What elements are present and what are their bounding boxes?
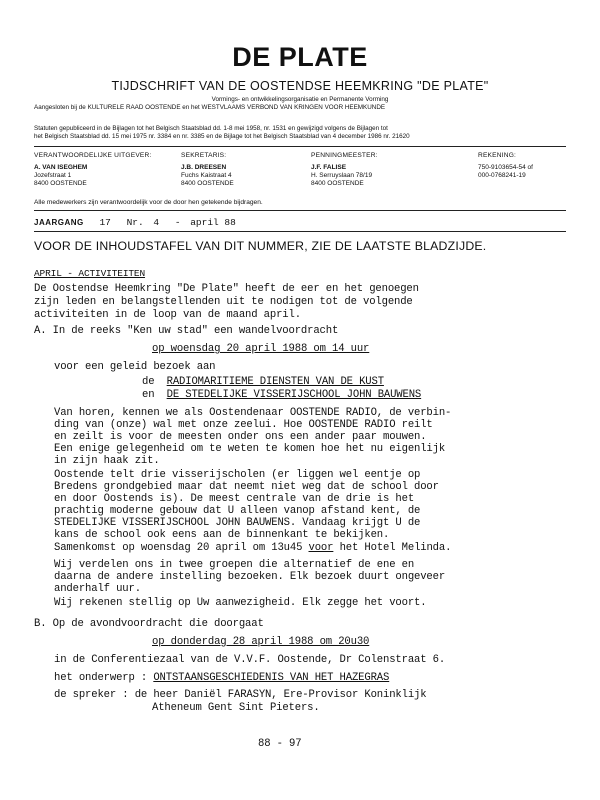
- issue-nr: 4: [153, 217, 160, 228]
- paragraph-line: en door Oostends is). De meest centrale van de drie is het: [54, 493, 415, 505]
- meeting-text: Samenkomst op woensdag 20 april om 13u45: [54, 542, 303, 554]
- treasurer-role: PENNINGMEESTER:: [311, 152, 378, 159]
- header-line-statutes-2: het Belgisch Staatsblad dd. 15 mei 1975 nr. 3384 en nr. 3385 en de Bijlage tot het Belgisch Staatsblad van 4 december 1986 nr. 21620: [34, 133, 410, 140]
- meeting-location: het Hotel Melinda.: [339, 542, 452, 554]
- paragraph-line: kans de school ook eens aan de binnenkant te bekijken.: [54, 529, 390, 541]
- paragraph-groups: [54, 559, 445, 595]
- paragraph-radio: [54, 407, 451, 467]
- meeting-line: [54, 542, 451, 554]
- item-b-topic: [54, 672, 389, 684]
- item-a-place-1-name: RADIOMARITIEME DIENSTEN VAN DE KUST: [166, 376, 384, 388]
- header-line-affiliation: Aangesloten bij de KULTURELE RAAD OOSTENDE en het WESTVLAAMS VERBOND VAN KRINGEN VOOR HEEMKUNDE: [34, 104, 386, 111]
- publisher-city: 8400 OOSTENDE: [34, 180, 87, 187]
- item-b-location: in de Conferentiezaal van de V.V.F. Oostende, Dr Colenstraat 6.: [54, 654, 446, 666]
- item-a-intro: A. In de reeks "Ken uw stad" een wandelvoordracht: [34, 325, 339, 337]
- publisher-name: A. VAN ISEGHEM: [34, 164, 88, 171]
- paragraph-line: Een enige gelegenheid om te weten te komen hoe het nu eigenlijk: [54, 443, 446, 455]
- paragraph-line: en zeilt is voor de meesten onder ons een ander paar mouwen.: [54, 431, 427, 443]
- paragraph-line: ding van (onze) wal met onze zeelui. Hoe OOSTENDE RADIO reilt: [54, 419, 433, 431]
- masthead-title: DE PLATE: [232, 42, 368, 72]
- intro-line: De Oostendse Heemkring "De Plate" heeft de eer en het genoegen: [34, 283, 419, 295]
- intro-paragraph: [34, 283, 419, 322]
- intro-line: zijn leden en belangstellenden uit te nodigen tot de volgende: [34, 296, 413, 308]
- section-title: APRIL - ACTIVITEITEN: [34, 268, 146, 279]
- paragraph-line: daarna de andere instelling bezoeken. Elk bezoek duurt ongeveer: [54, 571, 446, 583]
- item-b-speaker: de spreker : de heer Daniël FARASYN, Ere-Provisor Koninklijk: [54, 689, 427, 701]
- account-number-1: 750-9103654-54 of: [478, 164, 533, 171]
- item-b-speaker-affiliation: Atheneum Gent Sint Pieters.: [152, 702, 320, 714]
- table-of-contents-notice: VOOR DE INHOUDSTAFEL VAN DIT NUMMER, ZIE DE LAATSTE BLADZIJDE.: [34, 239, 487, 253]
- issue-jaargang-label: JAARGANG: [34, 218, 84, 227]
- item-a-place-1-prefix: de: [142, 376, 155, 388]
- masthead-subtitle: TIJDSCHRIFT VAN DE OOSTENDSE HEEMKRING "DE PLATE": [111, 79, 489, 93]
- secretary-address: Fuchs Kaistraat 4: [181, 172, 232, 179]
- header-line-statutes-1: Statuten gepubliceerd in de Bijlagen tot het Belgisch Staatsblad dd. 1-8 mei 1958, nr. 1531 en gewijzigd volgens de Bijlagen tot: [34, 125, 388, 132]
- item-a-place-2-prefix: en: [142, 389, 155, 401]
- account-role: REKENING:: [478, 152, 517, 159]
- item-a-place-2-name: DE STEDELIJKE VISSERIJSCHOOL JOHN BAUWENS: [166, 389, 422, 401]
- issue-nr-label: Nr.: [126, 217, 144, 228]
- item-b-date: op donderdag 28 april 1988 om 20u30: [152, 636, 370, 648]
- secretary-name: J.B. DREESEN: [181, 164, 227, 171]
- issue-dash: -: [174, 217, 181, 228]
- item-a-place-2: [142, 389, 421, 401]
- paragraph-line: STEDELIJKE VISSERIJSCHOOL JOHN BAUWENS. Vandaag krijgt U de: [54, 517, 421, 529]
- item-b-topic-title: ONTSTAANSGESCHIEDENIS VAN HET HAZEGRAS: [153, 672, 390, 684]
- treasurer-name: J.F. FALISE: [311, 164, 347, 171]
- paragraph-line: in zijn haak zit.: [54, 455, 160, 467]
- responsibility-note: Alle medewerkers zijn verantwoordelijk voor de door hen getekende bijdragen.: [34, 199, 263, 206]
- account-block: [478, 164, 533, 180]
- issue-jaargang: 17: [99, 217, 111, 228]
- item-b-intro: B. Op de avondvoordracht die doorgaat: [34, 618, 264, 630]
- intro-line: activiteiten in de loop van de maand april.: [34, 309, 301, 321]
- paragraph-line: Bredens grondgebied maar dat neemt niet weg dat de school door: [54, 481, 439, 493]
- item-b-topic-label: het onderwerp :: [54, 672, 148, 684]
- treasurer-address: H. Serruyslaan 78/19: [311, 172, 373, 179]
- divider-middle: [34, 210, 566, 211]
- header-line-organisation: Vormings- en ontwikkelingsorganisatie en Permanente Vorming: [211, 96, 389, 103]
- paragraph-school: [54, 469, 439, 541]
- publisher-role: VERANTWOORDELIJKE UITGEVER:: [34, 152, 152, 159]
- closing-line: Wij rekenen stellig op Uw aanwezigheid. Elk zegge het voort.: [54, 597, 427, 609]
- publisher-address: Jozefstraat 1: [34, 172, 72, 179]
- divider-issue: [34, 231, 566, 232]
- secretary-role: SEKRETARIS:: [181, 152, 227, 159]
- page-number: 88 - 97: [258, 738, 302, 750]
- treasurer-city: 8400 OOSTENDE: [311, 180, 364, 187]
- paragraph-line: Oostende telt drie visserijscholen (er liggen wel eentje op: [54, 469, 421, 481]
- paragraph-line: prachtig moderne gebouw dat U alleen vanop afstand kent, de: [54, 505, 421, 517]
- item-a-date: op woensdag 20 april 1988 om 14 uur: [152, 343, 370, 355]
- issue-line: [34, 217, 236, 228]
- publisher-block: [34, 164, 87, 188]
- item-a-visit: voor een geleid bezoek aan: [54, 361, 216, 373]
- treasurer-block: [311, 164, 372, 188]
- secretary-city: 8400 OOSTENDE: [181, 180, 234, 187]
- account-number-2: 000-0768241-19: [478, 172, 526, 179]
- meeting-voor: voor: [308, 542, 334, 554]
- issue-date: april 88: [190, 217, 236, 228]
- paragraph-line: Van horen, kennen we als Oostendenaar OOSTENDE RADIO, de verbin-: [54, 407, 452, 419]
- item-a-place-1: [142, 376, 384, 388]
- paragraph-line: anderhalf uur.: [54, 583, 141, 595]
- paragraph-line: Wij verdelen ons in twee groepen die alternatief de ene en: [54, 559, 415, 571]
- secretary-block: [181, 164, 234, 188]
- divider-top: [34, 146, 566, 147]
